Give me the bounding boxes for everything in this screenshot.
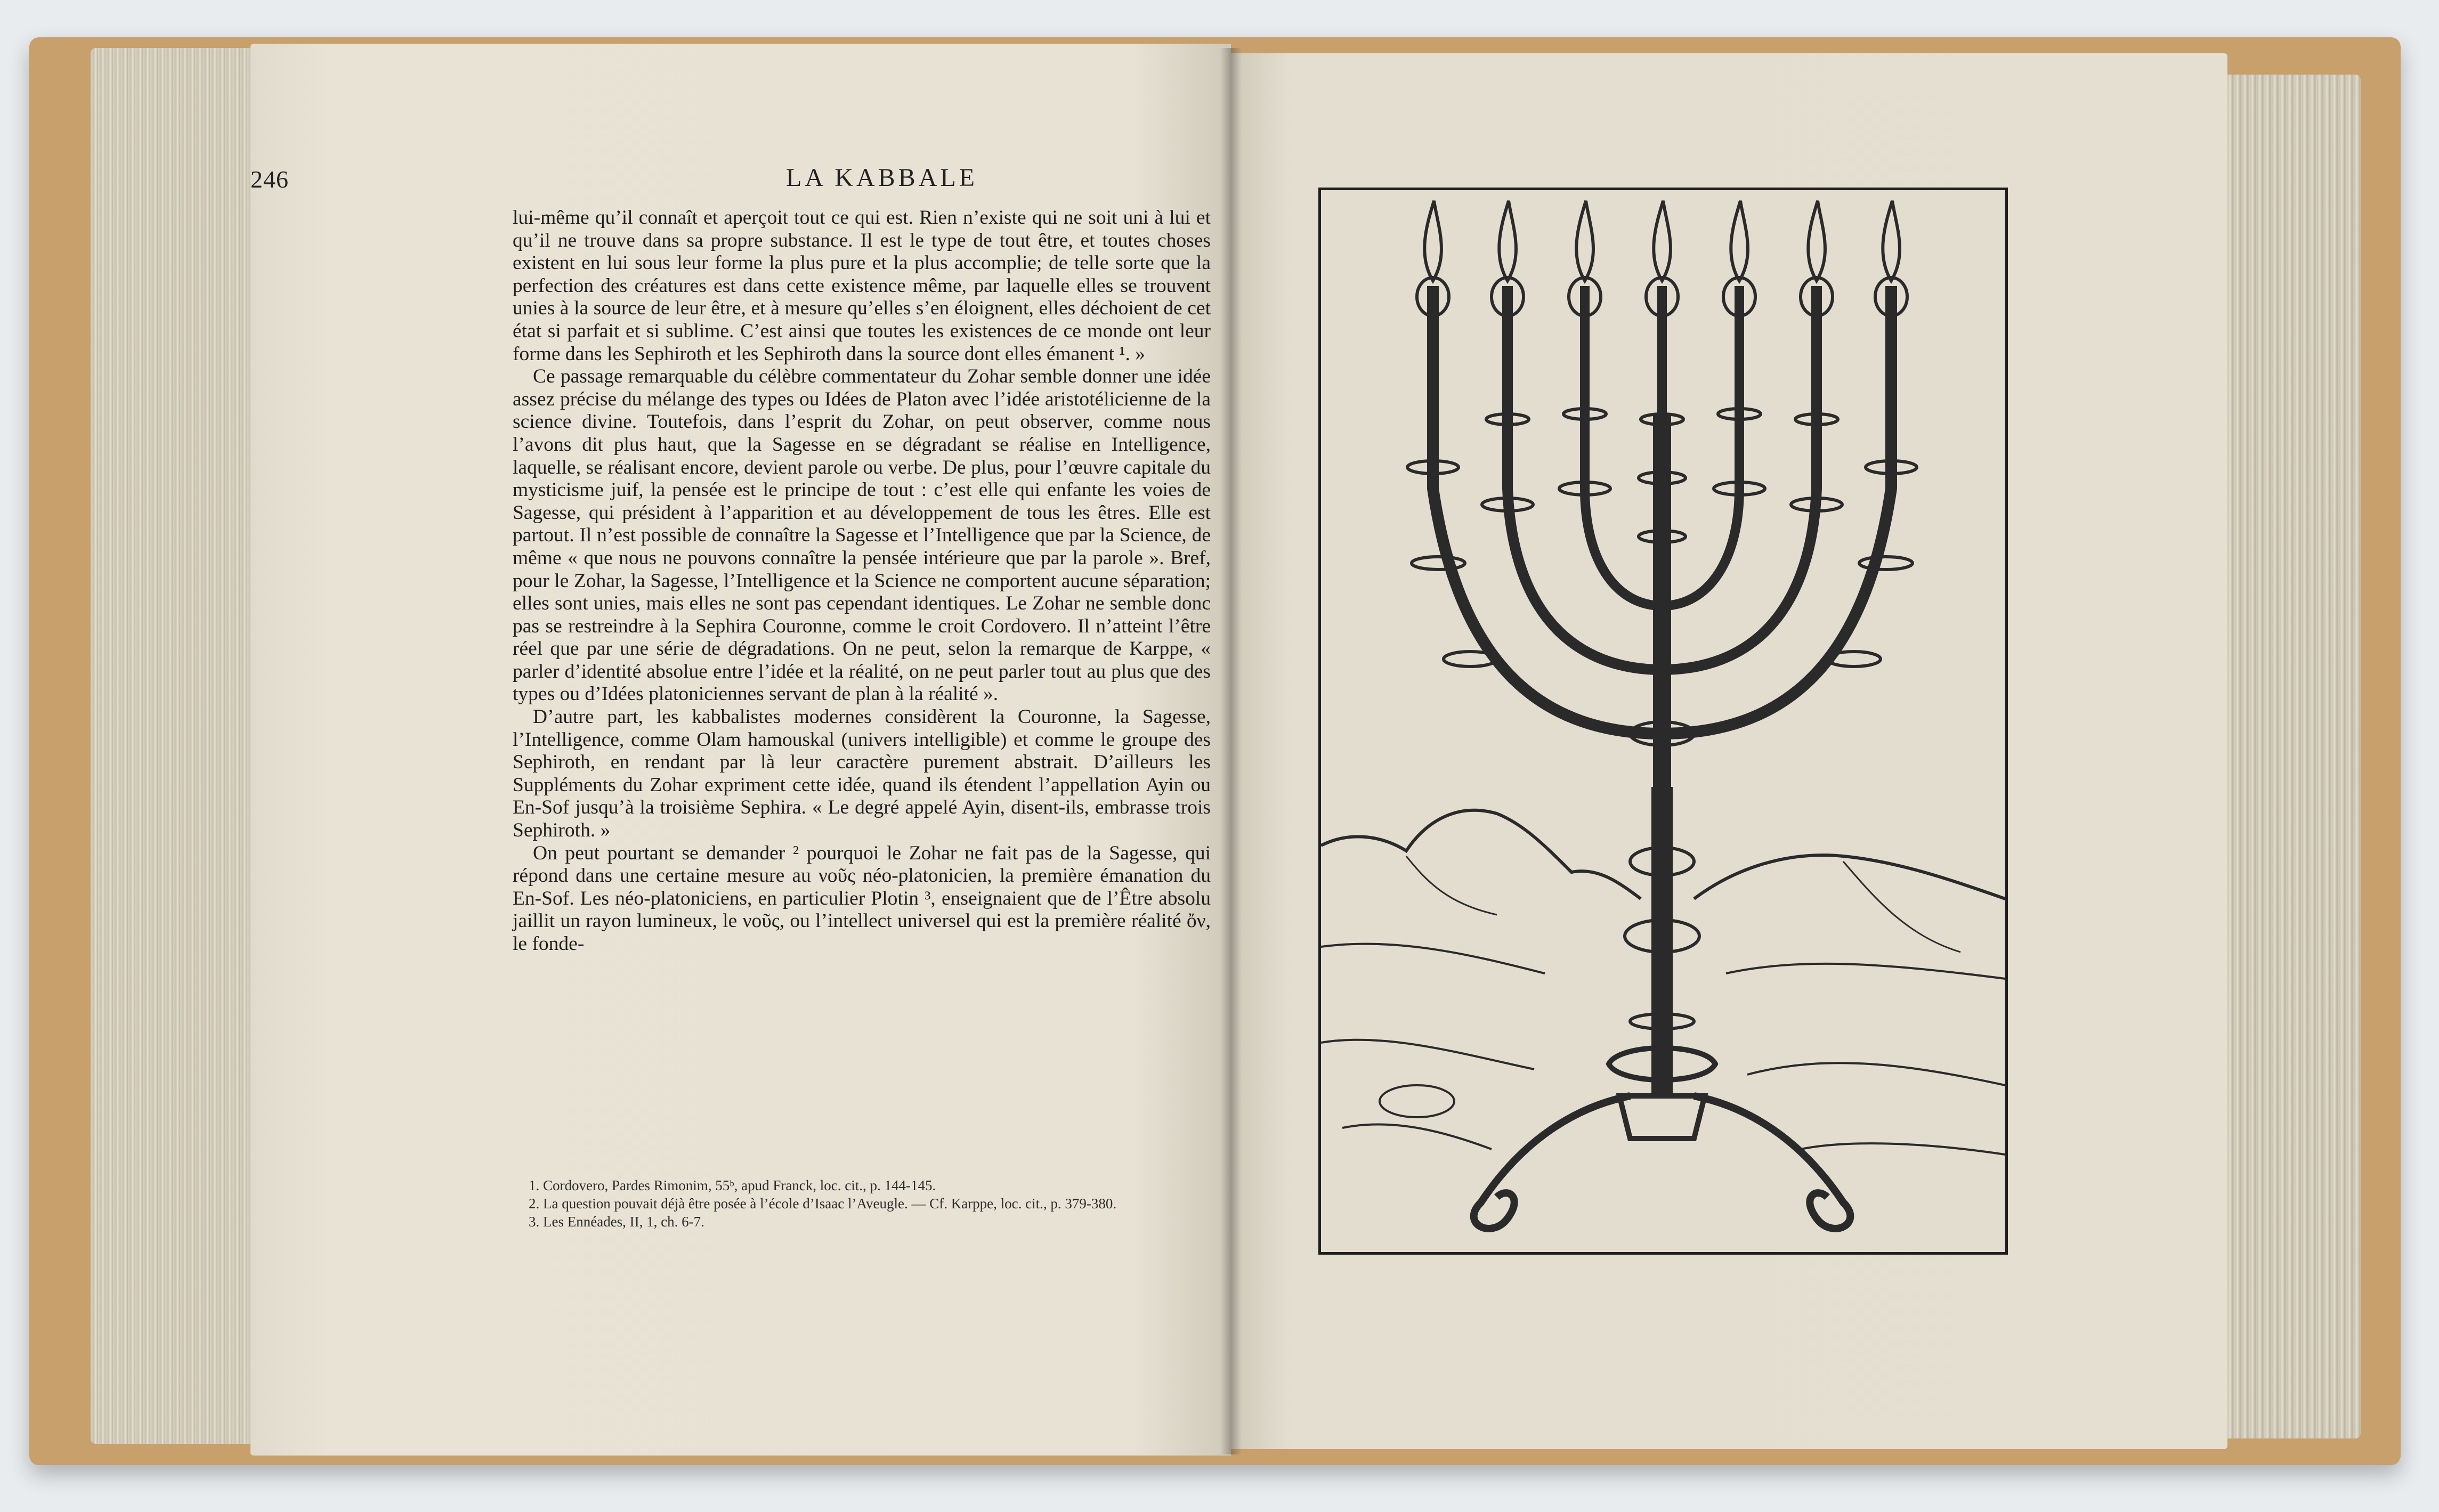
footnotes <box>513 1176 1211 1231</box>
page-number: 246 <box>250 166 289 193</box>
paragraph: Ce passage remarquable du célèbre commentateur du Zohar semble donner une idée assez précise du mélange des types ou Idées de Platon avec l’idée aristotélicienne de la science divine. Toutefois, dans l’esprit du Zohar, on peut observer, comme nous l’avons dit plus haut, que la Sagesse en se dégradant se réalise en Intelligence, laquelle, se réalisant encore, devient parole ou verbe. De plus, pour l’œuvre capitale du mysticisme juif, la pensée est le principe de tout : c’est elle qui enfante les voies de Sagesse, qui président à l’apparition et au développement de tous les êtres. Elle est partout. Il n’est possible de connaître la Sagesse et l’Intelligence que par la Science, de même « que nous ne pouvons connaître la pensée intérieure que par la parole ». Bref, pour le Zohar, la Sagesse, l’Intelligence et la Science ne comportent aucune séparation; elles sont unies, mais elles ne sont pas cependant identiques. Le Zohar ne semble donc pas se restreindre à la Sephira Couronne, comme le croit Cordovero. Il n’atteint l’être réel que par une série de dégradations. On ne peut, selon la remarque de Karppe, « parler d’identité absolue entre l’idée et la réalité, on ne peut parler tout au plus que des types ou d’Idées platoniciennes servant de plan à la réalité ». <box>513 365 1211 705</box>
page-edges-left <box>91 48 266 1444</box>
footnote: 3. Les Ennéades, II, 1, ch. 6-7. <box>529 1214 704 1230</box>
footnote: 1. Cordovero, Pardes Rimonim, 55ᵇ, apud Franck, loc. cit., p. 144-145. <box>529 1177 936 1193</box>
menorah-woodcut <box>1318 188 2008 1255</box>
footnote: 2. La question pouvait déjà être posée à l’école d’Isaac l’Aveugle. — Cf. Karppe, loc. cit., p. 379-380. <box>529 1196 1117 1212</box>
running-title: LA KABBALE <box>786 164 978 192</box>
page-edges-right <box>2227 75 2361 1438</box>
paragraph: On peut pourtant se demander ² pourquoi le Zohar ne fait pas de la Sagesse, qui répond dans une certaine mesure au νοῦς néo-platonicien, la première émanation du En-Sof. Les néo-platoniciens, en particulier Plotin ³, enseignaient que de l’Être absolu jaillit un rayon lumineux, le νοῦς, ou l’intellect universel qui est la première réalité ὄν, le fonde- <box>513 842 1211 955</box>
paragraph: lui-même qu’il connaît et aperçoit tout ce qui est. Rien n’existe qui ne soit uni à lui et qu’il ne trouve dans sa propre substance. Il est le type de tout être, et toutes choses existent en lui sous leur forme la plus pure et la plus accomplie; de telle sorte que la perfection des créatures est dans cette existence même, par laquelle elles se trouvent unies à la source de leur être, et à mesure qu’elles s’en éloignent, elles déchoient de cet état si parfait et si sublime. C’est ainsi que toutes les existences de ce monde ont leur forme dans les Sephiroth et les Sephiroth dans la source dont elles émanent ¹. » <box>513 207 1211 365</box>
menorah-icon <box>1321 190 2005 1252</box>
body-text <box>513 207 1211 956</box>
book-gutter <box>1220 48 1242 1454</box>
paragraph: D’autre part, les kabbalistes modernes considèrent la Couronne, la Sagesse, l’Intelligence, comme Olam hamouskal (univers intelligible) et comme le groupe des Sephiroth, en rendant par là leur caractère purement abstrait. D’ailleurs les Suppléments du Zohar expriment cette idée, quand ils étendent l’appellation Ayin ou En-Sof jusqu’à la troisième Sephira. « Le degré appelé Ayin, disent-ils, embrasse trois Sephiroth. » <box>513 706 1211 842</box>
